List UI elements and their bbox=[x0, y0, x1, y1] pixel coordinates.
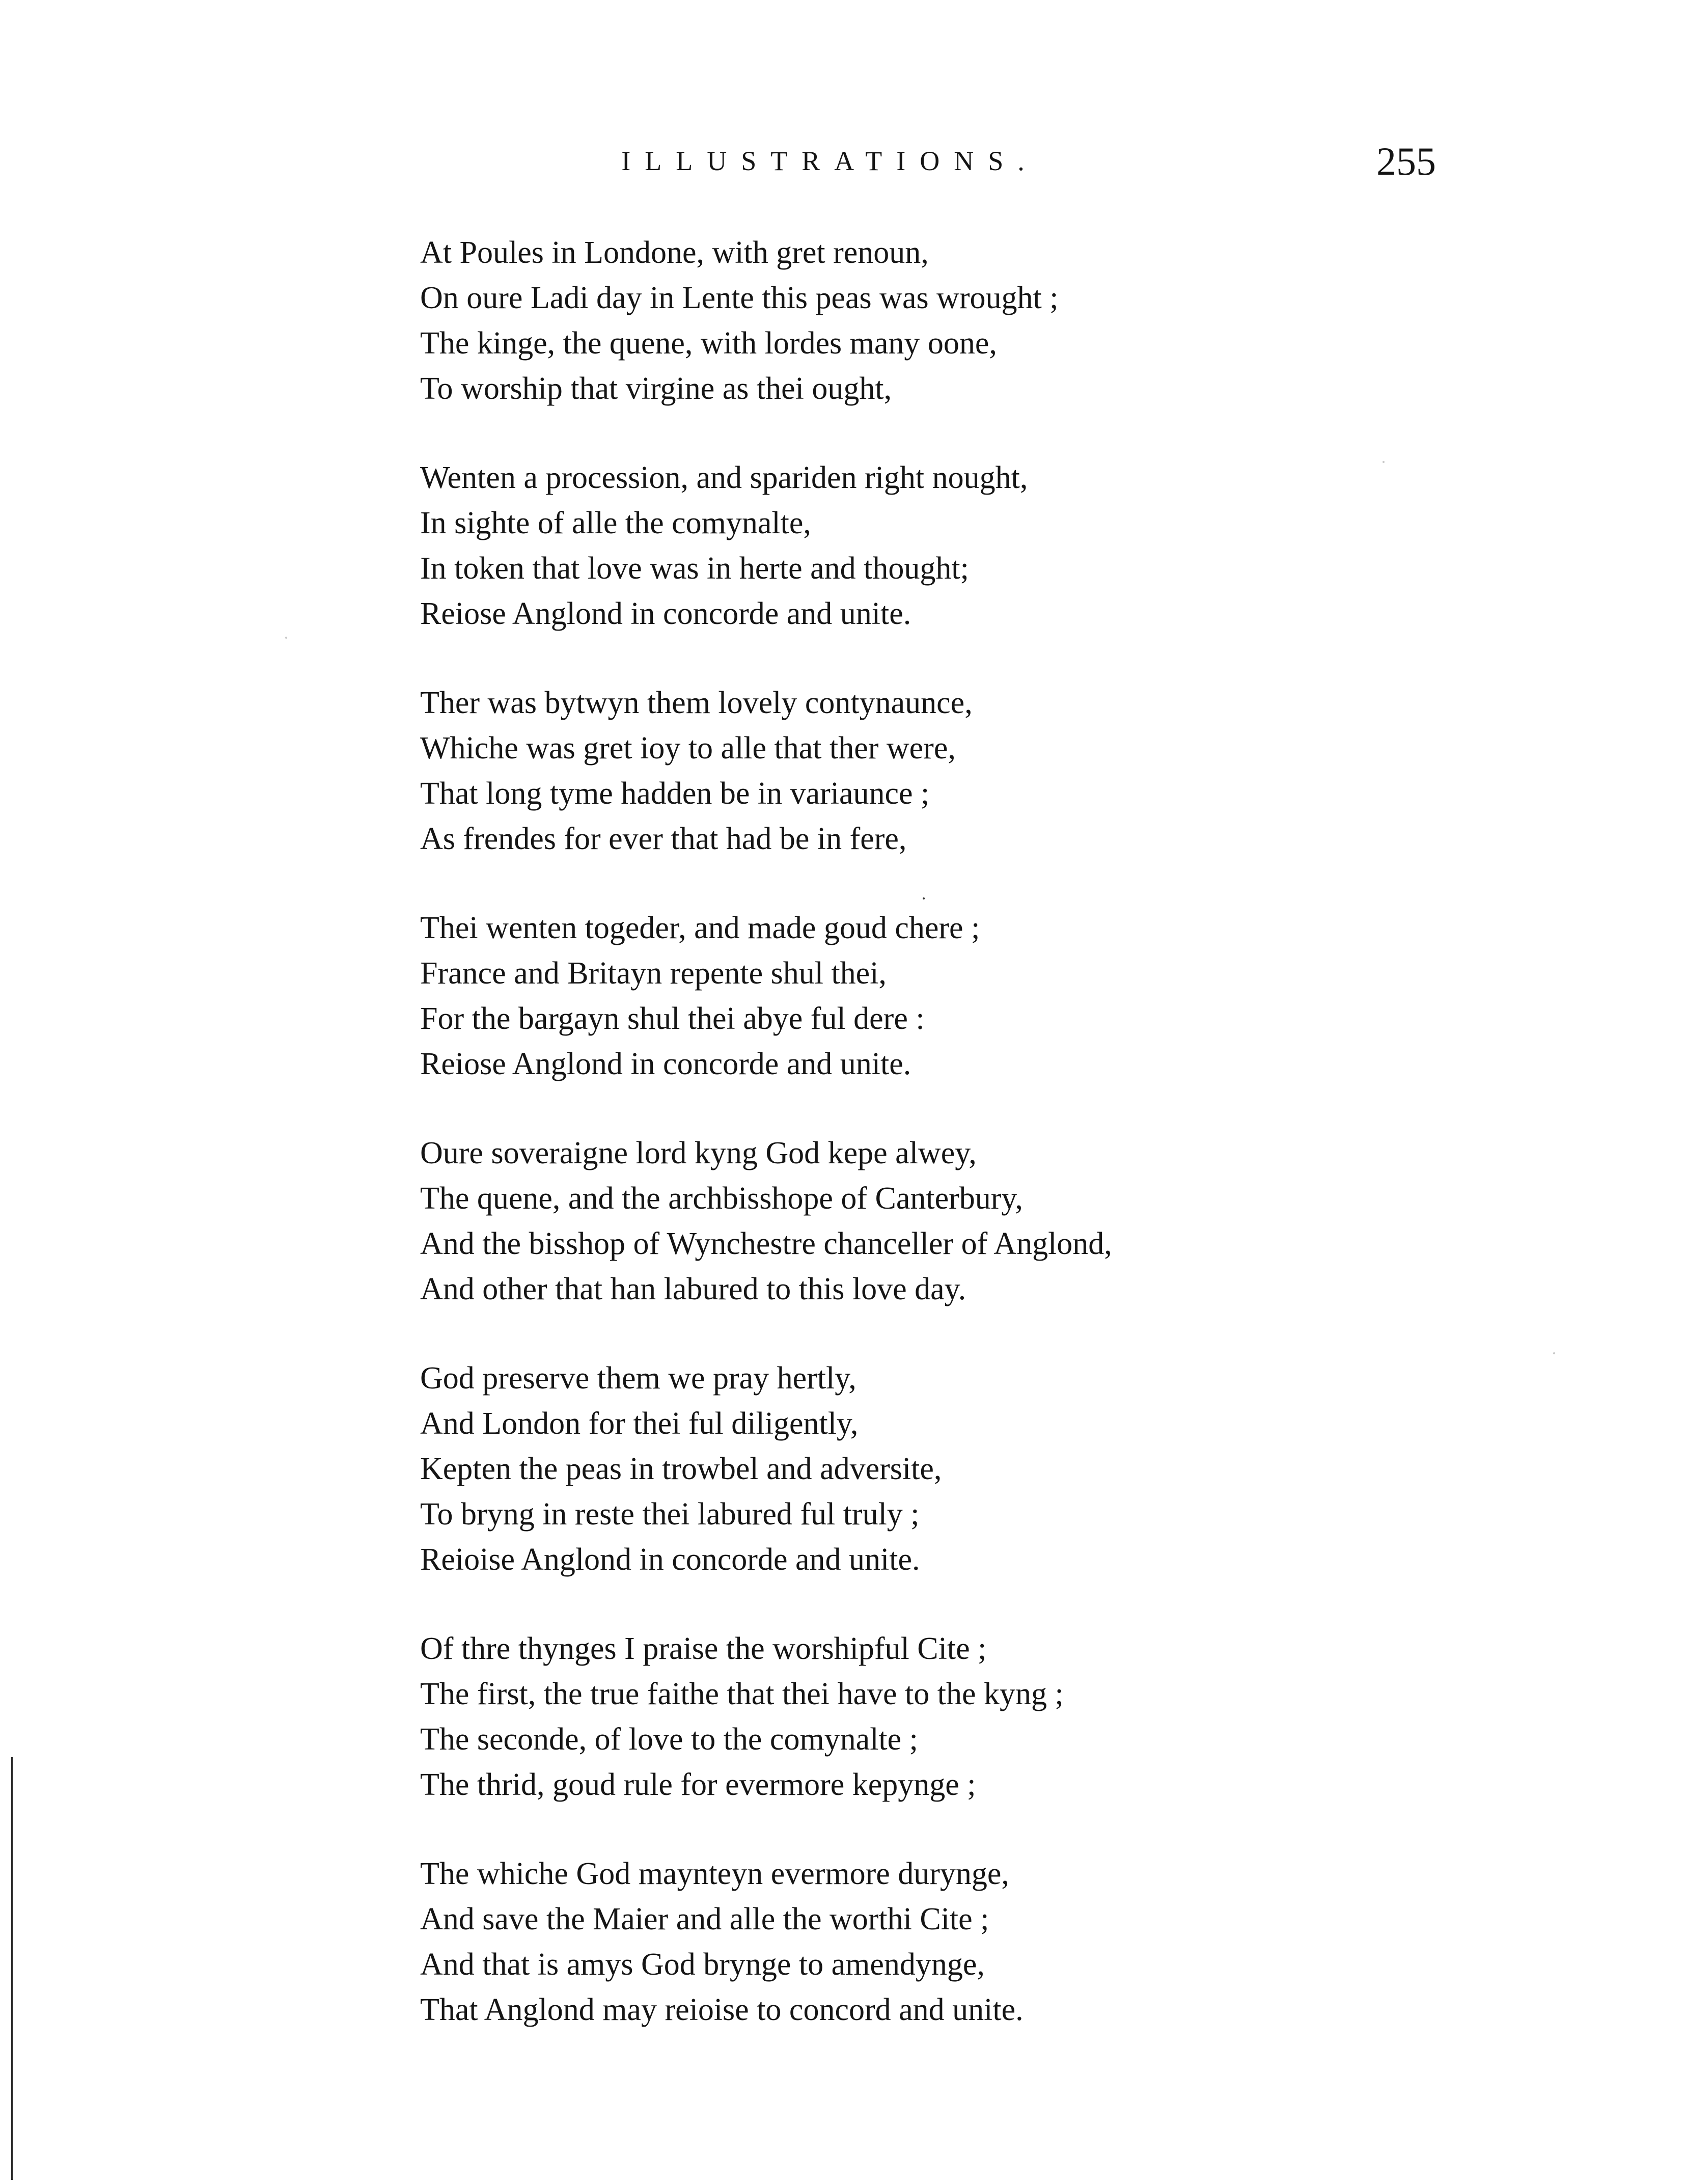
poem-line: Wenten a procession, and spariden right nought, bbox=[420, 460, 1028, 495]
stanza bbox=[420, 230, 1286, 412]
ink-speck bbox=[923, 897, 925, 899]
poem-line: And other that han labured to this love day. bbox=[420, 1272, 966, 1306]
poem-line: On oure Ladi day in Lente this peas was wrought ; bbox=[420, 281, 1059, 315]
paper-speck bbox=[285, 637, 287, 639]
poem-line: Kepten the peas in trowbel and adversite, bbox=[420, 1452, 942, 1486]
poem-line: Of thre thynges I praise the worshipful Cite ; bbox=[420, 1631, 987, 1666]
poem-line: And the bisshop of Wynchestre chanceller of Anglond, bbox=[420, 1226, 1112, 1261]
poem-line: Oure soveraigne lord kyng God kepe alwey, bbox=[420, 1136, 977, 1170]
stanza bbox=[420, 1851, 1286, 2033]
poem-line: The thrid, goud rule for evermore kepynge ; bbox=[420, 1767, 976, 1802]
poem-line: The seconde, of love to the comynalte ; bbox=[420, 1722, 918, 1757]
poem-line: For the bargayn shul thei abye ful dere : bbox=[420, 1001, 925, 1036]
stanza bbox=[420, 680, 1286, 862]
poem-line: Reioise Anglond in concorde and unite. bbox=[420, 1542, 920, 1577]
poem-line: Thei wenten togeder, and made goud chere ; bbox=[420, 911, 980, 945]
paper-speck bbox=[1553, 1352, 1555, 1354]
running-title: ILLUSTRATIONS. bbox=[621, 146, 1039, 176]
poem-line: In sighte of alle the comynalte, bbox=[420, 506, 811, 540]
stanza bbox=[420, 906, 1286, 1087]
poem bbox=[420, 230, 1286, 2077]
poem-line: And that is amys God brynge to amendynge, bbox=[420, 1947, 985, 1982]
poem-line: At Poules in Londone, with gret renoun, bbox=[420, 235, 929, 270]
poem-line: To worship that virgine as thei ought, bbox=[420, 371, 892, 406]
poem-line: To bryng in reste thei labured ful truly ; bbox=[420, 1497, 920, 1532]
poem-line: France and Britayn repente shul thei, bbox=[420, 956, 887, 991]
paper-speck bbox=[1383, 461, 1385, 463]
poem-line: The kinge, the quene, with lordes many oone, bbox=[420, 326, 997, 361]
poem-line: The quene, and the archbisshope of Canterbury, bbox=[420, 1181, 1023, 1216]
poem-line: Ther was bytwyn them lovely contynaunce, bbox=[420, 686, 973, 720]
poem-line: The first, the true faithe that thei have to the kyng ; bbox=[420, 1677, 1064, 1711]
poem-line: As frendes for ever that had be in fere, bbox=[420, 822, 907, 856]
poem-line: In token that love was in herte and thought; bbox=[420, 551, 969, 586]
poem-line: And save the Maier and alle the worthi Cite ; bbox=[420, 1902, 989, 1936]
poem-line: And London for thei ful diligently, bbox=[420, 1406, 859, 1441]
stanza bbox=[420, 1356, 1286, 1582]
page-number: 255 bbox=[1376, 139, 1436, 183]
poem-line: That Anglond may reioise to concord and unite. bbox=[420, 1992, 1024, 2027]
stanza bbox=[420, 1626, 1286, 1808]
poem-line: Reiose Anglond in concorde and unite. bbox=[420, 1047, 911, 1081]
poem-line: Whiche was gret ioy to alle that ther were, bbox=[420, 731, 956, 766]
poem-line: God preserve them we pray hertly, bbox=[420, 1361, 856, 1396]
poem-line: Reiose Anglond in concorde and unite. bbox=[420, 596, 911, 631]
stanza bbox=[420, 1131, 1286, 1312]
poem-line: The whiche God maynteyn evermore durynge, bbox=[420, 1857, 1009, 1891]
stanza bbox=[420, 455, 1286, 637]
poem-line: That long tyme hadden be in variaunce ; bbox=[420, 776, 930, 811]
scan-margin-line bbox=[11, 1757, 13, 2180]
